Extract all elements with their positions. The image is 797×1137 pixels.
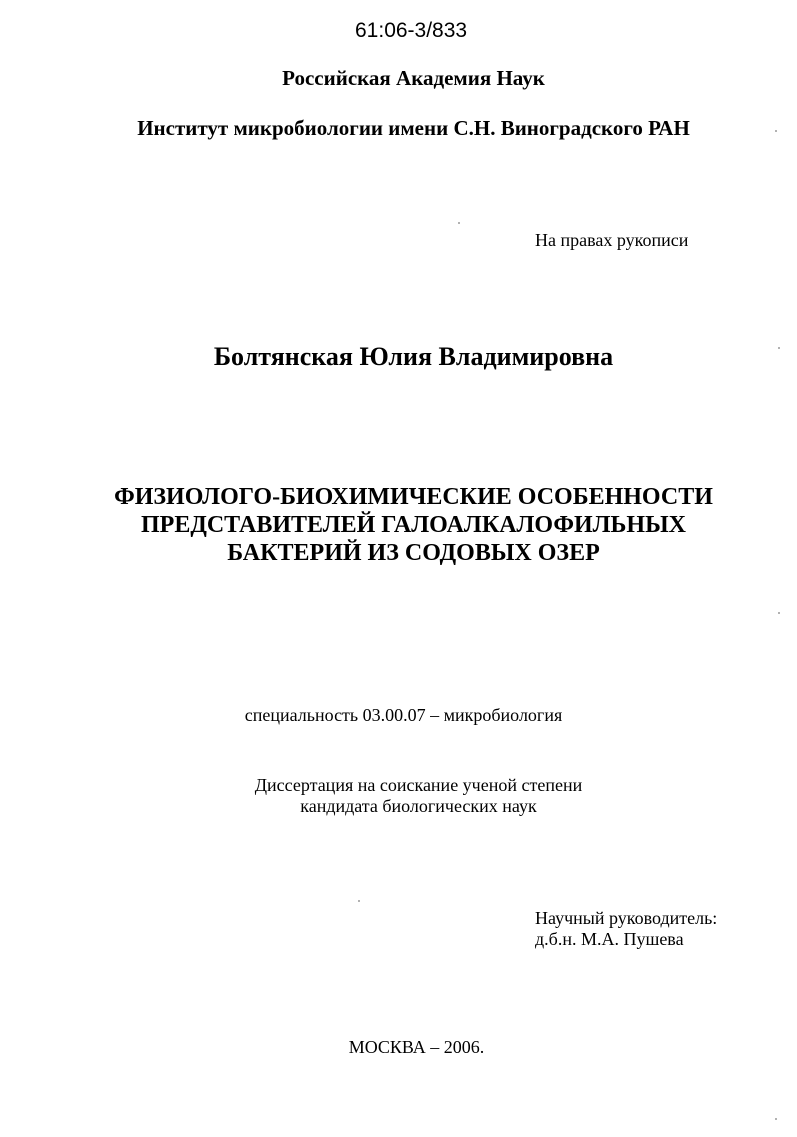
title-line: ФИЗИОЛОГО-БИОХИМИЧЕСКИЕ ОСОБЕННОСТИ — [114, 484, 713, 510]
advisor-block — [535, 908, 717, 950]
organization-name: Российская Академия Наук — [282, 66, 545, 90]
advisor-name: д.б.н. М.А. Пушева — [535, 929, 684, 949]
scan-speck — [778, 347, 780, 349]
rights-note: На правах рукописи — [535, 230, 689, 250]
scan-speck — [775, 1118, 777, 1120]
scan-speck — [778, 612, 780, 614]
degree-statement — [20, 775, 797, 817]
title-line: ПРЕДСТАВИТЕЛЕЙ ГАЛОАЛКАЛОФИЛЬНЫХ — [141, 512, 686, 538]
title-line: БАКТЕРИЙ ИЗ СОДОВЫХ ОЗЕР — [227, 540, 600, 566]
specialty: специальность 03.00.07 – микробиология — [244, 705, 563, 725]
dissertation-title — [15, 483, 797, 567]
city-year: МОСКВА – 2006. — [348, 1037, 485, 1057]
scan-speck — [775, 130, 777, 132]
institute-name: Институт микробиологии имени С.Н. Виноградского РАН — [137, 116, 690, 140]
scan-speck — [358, 900, 360, 902]
catalog-code: 61:06-3/833 — [355, 19, 468, 42]
degree-line: кандидата биологических наук — [300, 796, 537, 816]
advisor-label: Научный руководитель: — [535, 908, 718, 928]
scan-speck — [458, 222, 460, 224]
degree-line: Диссертация на соискание ученой степени — [254, 775, 583, 795]
author-name: Болтянская Юлия Владимировна — [213, 342, 614, 371]
